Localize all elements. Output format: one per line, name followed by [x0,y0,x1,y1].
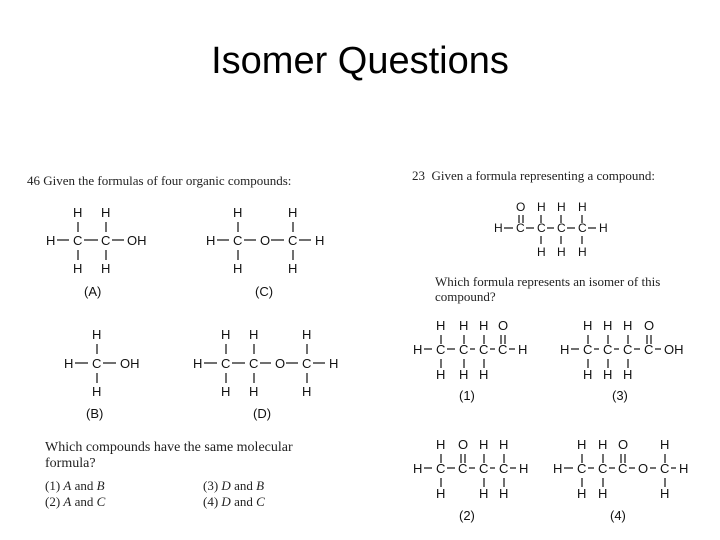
option-b: B [256,478,265,493]
svg-text:H: H [73,261,83,276]
label-d: (D) [253,406,272,421]
svg-text:O: O [498,318,509,333]
svg-text:H: H [249,384,259,399]
svg-text:H: H [499,437,509,452]
option-conj: and [234,494,253,509]
svg-text:H: H [577,437,587,452]
svg-text:H: H [92,384,102,399]
svg-text:H: H [598,486,608,501]
label-opt-4: (4) [610,508,626,523]
svg-text:H: H [46,233,56,248]
svg-text:H: H [598,437,608,452]
svg-text:C: C [498,342,508,357]
svg-text:C: C [479,461,489,476]
svg-text:H: H [64,356,74,371]
svg-text:H: H [302,327,312,342]
svg-text:O: O [516,200,526,214]
q46-prompt-text: Given the formulas of four organic compounds: [43,173,292,188]
svg-text:H: H [583,367,593,382]
svg-text:OH: OH [120,356,140,371]
svg-text:C: C [577,461,587,476]
svg-text:C: C [598,461,608,476]
label-b: (B) [86,406,104,421]
svg-text:H: H [557,245,566,259]
q23-question-line2: compound? [435,289,496,304]
svg-text:C: C [516,221,525,235]
svg-text:C: C [644,342,654,357]
svg-text:C: C [578,221,587,235]
svg-text:C: C [436,342,446,357]
svg-text:H: H [603,318,613,333]
svg-text:H: H [603,367,613,382]
option-conj: and [74,478,94,493]
q23-given-compound [494,200,608,259]
svg-text:O: O [275,356,286,371]
option-a: A [63,478,72,493]
svg-text:H: H [233,205,243,220]
svg-text:H: H [436,486,446,501]
svg-text:C: C [537,221,546,235]
svg-text:C: C [249,356,259,371]
svg-text:H: H [221,327,231,342]
label-c: (C) [255,284,274,299]
svg-text:H: H [660,437,670,452]
svg-text:C: C [221,356,231,371]
svg-text:H: H [557,200,566,214]
svg-text:H: H [101,261,111,276]
svg-text:C: C [603,342,613,357]
q23-option-3[interactable] [560,318,684,403]
option-a: A [63,494,72,509]
q46-number: 46 [27,173,40,188]
svg-text:H: H [623,367,633,382]
label-opt-3: (3) [612,388,628,403]
svg-text:H: H [560,342,570,357]
svg-text:H: H [288,261,298,276]
svg-text:H: H [436,367,446,382]
option-b: C [256,494,265,509]
svg-text:H: H [436,437,446,452]
svg-text:H: H [436,318,446,333]
svg-text:H: H [679,461,689,476]
svg-text:C: C [459,342,469,357]
svg-text:C: C [583,342,593,357]
svg-text:H: H [519,461,529,476]
svg-text:H: H [553,461,563,476]
svg-text:C: C [92,356,102,371]
q46-question-line1: Which compounds have the same molecular [45,440,293,455]
svg-text:H: H [494,221,503,235]
svg-text:H: H [479,486,489,501]
compound-d [193,327,338,421]
q23-number: 23 [412,168,425,183]
svg-text:H: H [459,318,469,333]
svg-text:H: H [206,233,216,248]
svg-text:H: H [623,318,633,333]
svg-text:C: C [623,342,633,357]
svg-text:H: H [578,200,587,214]
svg-text:O: O [260,233,271,248]
svg-text:C: C [101,233,111,248]
svg-text:H: H [499,486,509,501]
svg-text:C: C [458,461,468,476]
svg-text:C: C [302,356,312,371]
svg-text:H: H [73,205,83,220]
svg-text:C: C [73,233,83,248]
svg-text:C: C [233,233,243,248]
svg-text:H: H [413,461,423,476]
svg-text:H: H [249,327,259,342]
svg-text:H: H [101,205,111,220]
svg-text:H: H [288,205,298,220]
label-a: (A) [84,284,102,299]
option-conj: and [234,478,253,493]
option-b: B [96,478,105,493]
svg-text:H: H [583,318,593,333]
svg-text:H: H [479,437,489,452]
svg-text:H: H [193,356,203,371]
svg-text:H: H [302,384,312,399]
q23-prompt-text: Given a formula representing a compound: [431,168,655,183]
slide-title: Isomer Questions [211,40,509,82]
compound-c [206,205,324,299]
svg-text:H: H [459,367,469,382]
svg-text:O: O [458,437,469,452]
svg-text:C: C [557,221,566,235]
svg-text:H: H [660,486,670,501]
q23-question-line1: Which formula represents an isomer of this [435,274,661,289]
q23-option-4[interactable] [553,437,688,523]
svg-text:H: H [577,486,587,501]
svg-text:O: O [644,318,655,333]
option-conj: and [74,494,94,509]
svg-text:H: H [518,342,528,357]
compound-a [46,205,147,299]
option-b: C [96,494,106,509]
option-a: D [221,494,231,509]
svg-text:H: H [599,221,608,235]
svg-text:C: C [499,461,509,476]
svg-text:H: H [537,200,546,214]
svg-text:H: H [479,318,489,333]
label-opt-1: (1) [459,388,475,403]
svg-text:H: H [479,367,489,382]
option-number: (3) [203,478,219,493]
option-number: (4) [203,494,219,509]
svg-text:H: H [329,356,339,371]
svg-text:C: C [288,233,298,248]
option-number: (2) [45,494,61,509]
svg-text:OH: OH [127,233,147,248]
label-opt-2: (2) [459,508,475,523]
svg-text:H: H [315,233,325,248]
option-number: (1) [45,478,61,493]
q46-question-line2: formula? [45,456,96,471]
svg-text:H: H [92,327,102,342]
svg-text:H: H [413,342,423,357]
option-a: D [221,478,231,493]
svg-text:H: H [221,384,231,399]
svg-text:C: C [436,461,446,476]
svg-text:O: O [618,437,629,452]
svg-text:H: H [537,245,546,259]
svg-text:O: O [638,461,649,476]
svg-text:C: C [618,461,628,476]
svg-text:OH: OH [664,342,684,357]
svg-text:C: C [479,342,489,357]
q23-option-2[interactable] [413,437,528,523]
svg-text:H: H [233,261,243,276]
svg-text:H: H [578,245,587,259]
svg-text:C: C [660,461,670,476]
compound-b [64,327,140,421]
q23-option-1[interactable] [413,318,527,403]
